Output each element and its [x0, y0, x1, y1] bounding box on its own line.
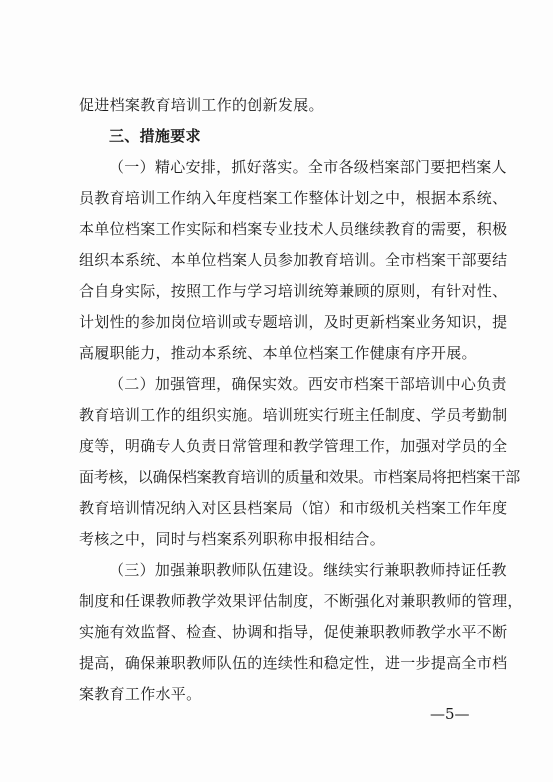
paragraph-line: 实施有效监督、检查、协调和指导，促使兼职教师教学水平不断 [79, 623, 508, 641]
paragraph-line: （二）加强管理，确保实效。西安市档案干部培训中心负责 [109, 375, 507, 393]
document-body [79, 90, 523, 710]
paragraph-line: （一）精心安排，抓好落实。全市各级档案部门要把档案人 [109, 158, 507, 176]
paragraph-line: 案教育工作水平。 [79, 685, 202, 703]
paragraph-line: 度等，明确专人负责日常管理和教学管理工作，加强对学员的全 [79, 437, 508, 455]
paragraph-line: 促进档案教育培训工作的创新发展。 [79, 96, 324, 114]
paragraph-line: 计划性的参加岗位培训或专题培训，及时更新档案业务知识，提 [79, 313, 508, 331]
paragraph-line: 高履职能力，推动本系统、本单位档案工作健康有序开展。 [79, 344, 477, 362]
paragraph-line: 提高，确保兼职教师队伍的连续性和稳定性，进一步提高全市档 [79, 654, 508, 672]
paragraph-line: 本单位档案工作实际和档案专业技术人员继续教育的需要，积极 [79, 220, 508, 238]
page-number: —5— [430, 705, 470, 723]
paragraph-line: 组织本系统、本单位档案人员参加教育培训。全市档案干部要结 [79, 251, 508, 269]
paragraph-line: 教育培训工作的组织实施。培训班实行班主任制度、学员考勤制 [79, 406, 508, 424]
paragraph-line: 制度和任课教师教学效果评估制度，不断强化对兼职教师的管理， [79, 592, 523, 610]
section-heading: 三、措施要求 [109, 127, 201, 145]
paragraph-line: 面考核，以确保档案教育培训的质量和效果。市档案局将把档案干部 [79, 468, 521, 486]
paragraph-line: 教育培训情况纳入对区县档案局（馆）和市级机关档案工作年度 [79, 499, 508, 517]
paragraph-line: 合自身实际，按照工作与学习培训统筹兼顾的原则，有针对性、 [79, 282, 508, 300]
paragraph-line: 员教育培训工作纳入年度档案工作整体计划之中，根据本系统、 [79, 189, 508, 207]
paragraph-line: 考核之中，同时与档案系列职称申报相结合。 [79, 530, 386, 548]
paragraph-line: （三）加强兼职教师队伍建设。继续实行兼职教师持证任教 [109, 561, 507, 579]
